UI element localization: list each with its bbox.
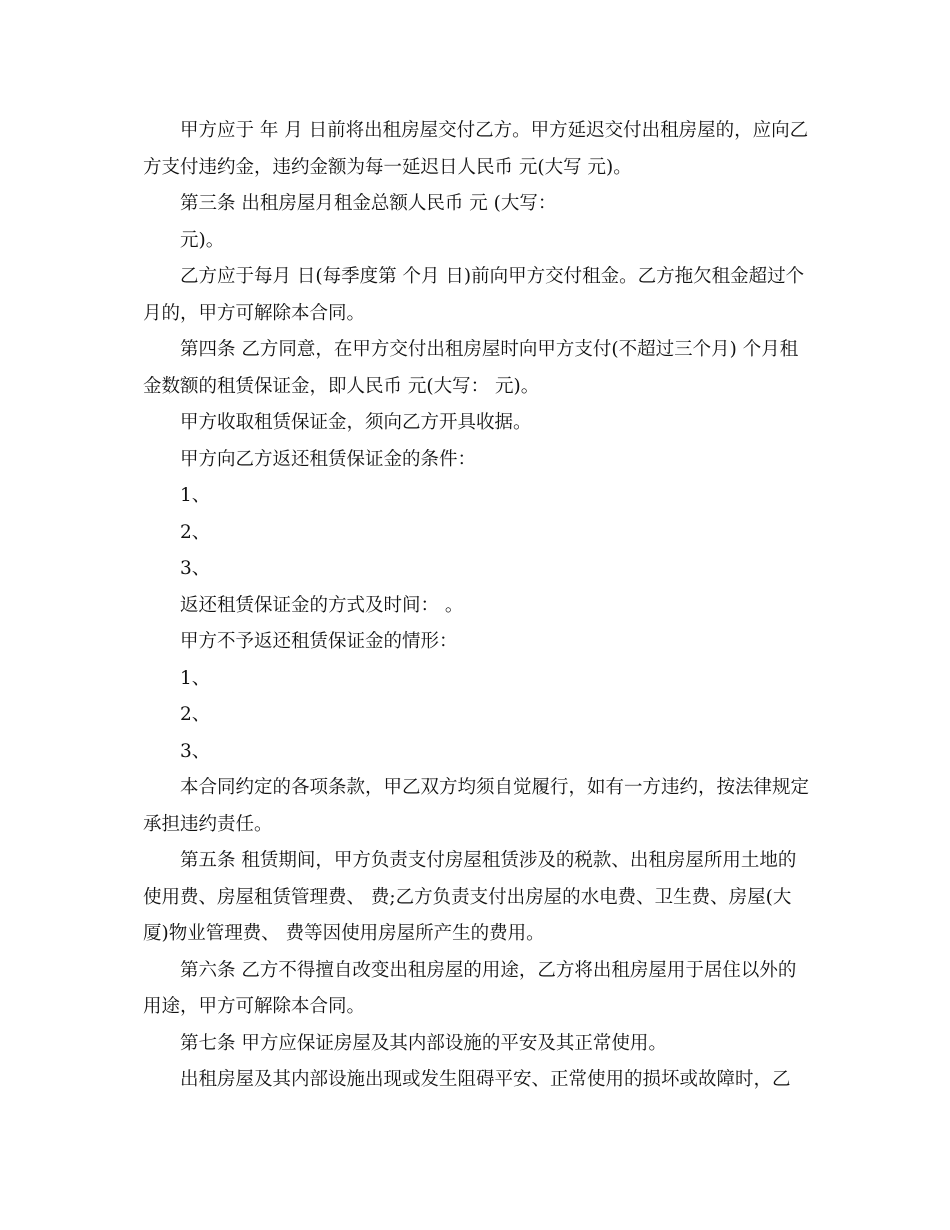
list-item-return-3: 3、: [180, 558, 211, 579]
list-item-no-return-2: 2、: [180, 704, 211, 725]
document-body: [143, 113, 813, 1099]
paragraph-article-3-rent-cont: 元)。: [180, 229, 225, 251]
paragraph-deposit-return-conditions: 甲方向乙方返还租赁保证金的条件：: [180, 448, 477, 470]
list-item-return-1: 1、: [180, 485, 211, 506]
paragraph-article-4-deposit: 第四条 乙方同意，在甲方交付出租房屋时向甲方支付(不超过三个月) 个月租金数额的租赁保证金，即人民币 元(大写： 元)。: [143, 339, 799, 397]
list-item-return-2: 2、: [180, 521, 211, 543]
list-item-no-return-1: 1、: [180, 667, 211, 689]
paragraph-rent-payment: 乙方应于每月 日(每季度第 个月 日)前向甲方交付租金。乙方拖欠租金超过个月的，甲方可解除本合同。: [143, 266, 805, 324]
paragraph-article-6-usage: 第六条 乙方不得擅自改变出租房屋的用途，乙方将出租房屋用于居住以外的用途，甲方可解除本合同。: [143, 959, 797, 1017]
paragraph-deposit-receipt: 甲方收取租赁保证金，须向乙方开具收据。: [180, 412, 532, 433]
paragraph-facility-damage: 出租房屋及其内部设施出现或发生阻碍平安、正常使用的损坏或故障时，乙: [180, 1069, 791, 1090]
paragraph-article-7-safety: 第七条 甲方应保证房屋及其内部设施的平安及其正常使用。: [180, 1032, 667, 1054]
paragraph-article-5-fees: 第五条 租赁期间，甲方负责支付房屋租赁涉及的税款、出租房屋所用土地的使用费、房屋租赁管理费、 费;乙方负责支付出房屋的水电费、卫生费、房屋(大厦)物业管理费、 费等因使用房屋所产生的费用。: [143, 850, 797, 944]
paragraph-delivery-deadline: 甲方应于 年 月 日前将出租房屋交付乙方。甲方延迟交付出租房屋的，应向乙方支付违约金，违约金额为每一延迟日人民币 元(大写 元)。: [143, 120, 809, 178]
list-item-no-return-3: 3、: [180, 740, 211, 762]
paragraph-breach-liability: 本合同约定的各项条款，甲乙双方均须自觉履行，如有一方违约，按法律规定承担违约责任。: [143, 777, 810, 835]
paragraph-article-3-rent: 第三条 出租房屋月租金总额人民币 元 (大写：: [180, 193, 557, 214]
paragraph-return-method: 返还租赁保证金的方式及时间： 。: [180, 594, 464, 616]
paragraph-no-return-cases: 甲方不予返还租赁保证金的情形：: [180, 631, 458, 652]
